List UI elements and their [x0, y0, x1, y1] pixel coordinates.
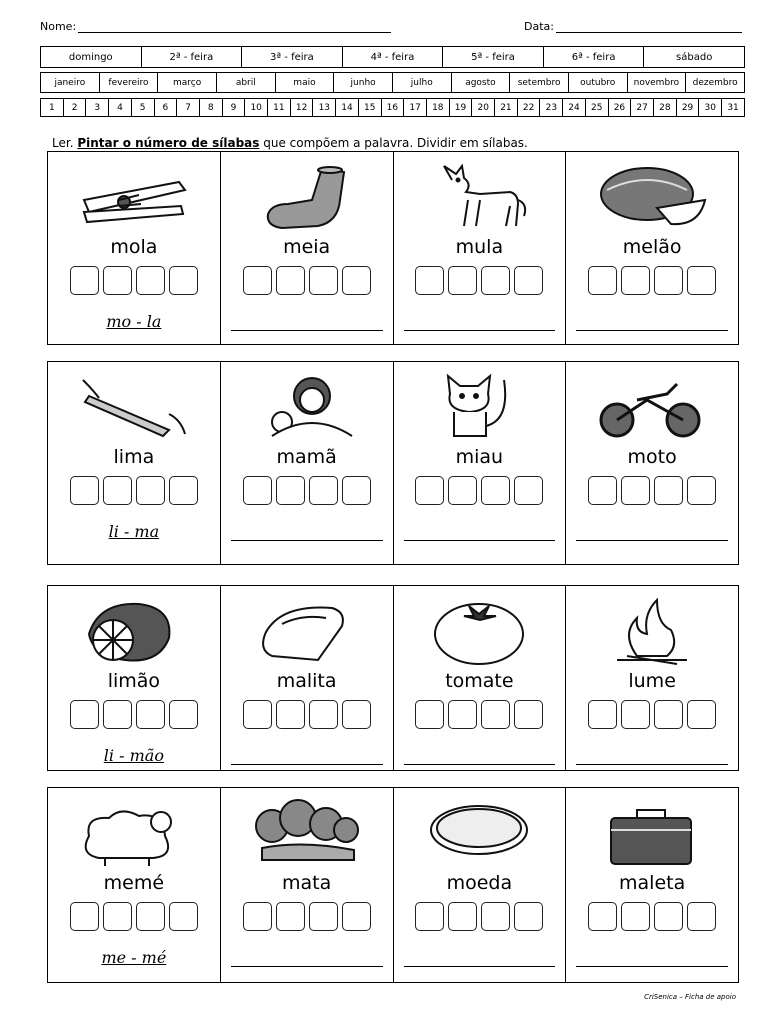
- month-cell: março: [158, 73, 217, 93]
- word-label: mola: [110, 236, 158, 258]
- month-cell: setembro: [510, 73, 569, 93]
- syllable-box[interactable]: [687, 476, 716, 505]
- word-label: lima: [113, 446, 155, 468]
- day-number-cell: 13: [313, 99, 336, 117]
- syllable-box[interactable]: [103, 902, 132, 931]
- word-card: [48, 788, 221, 982]
- month-cell: fevereiro: [99, 73, 158, 93]
- word-label: lume: [628, 670, 676, 692]
- month-cell: julho: [392, 73, 451, 93]
- syllable-boxes: [48, 266, 220, 295]
- word-label: limão: [107, 670, 161, 692]
- syllable-boxes: [394, 266, 566, 295]
- syllable-box[interactable]: [621, 476, 650, 505]
- word-card: [48, 586, 221, 770]
- syllable-box[interactable]: [448, 902, 477, 931]
- word-card: [566, 586, 738, 770]
- word-card: [221, 586, 394, 770]
- day-number-cell: 10: [245, 99, 268, 117]
- month-cell: outubro: [568, 73, 627, 93]
- syllable-box[interactable]: [309, 266, 338, 295]
- day-number-cell: 23: [540, 99, 563, 117]
- mule-icon: [394, 160, 566, 232]
- word-card: [48, 152, 221, 344]
- day-number-cell: 16: [381, 99, 404, 117]
- sock-icon: [221, 160, 393, 232]
- coin-icon: [394, 796, 566, 868]
- footer-credit: CriSenica – Ficha de apoio: [644, 993, 736, 1001]
- syllable-answer-line[interactable]: [231, 966, 383, 967]
- syllable-box[interactable]: [415, 266, 444, 295]
- syllable-box[interactable]: [514, 902, 543, 931]
- word-label: meia: [283, 236, 331, 258]
- syllable-boxes: [394, 700, 566, 729]
- handbag-icon: [221, 594, 393, 666]
- syllable-answer-line[interactable]: [404, 966, 556, 967]
- syllable-answer-line[interactable]: [404, 540, 556, 541]
- syllable-box[interactable]: [342, 700, 371, 729]
- day-number-cell: 25: [585, 99, 608, 117]
- word-card: [566, 362, 738, 564]
- day-number-cell: 17: [404, 99, 427, 117]
- clothespin-icon: [48, 160, 220, 232]
- word-label: miau: [455, 446, 504, 468]
- syllable-box[interactable]: [243, 266, 272, 295]
- syllable-box[interactable]: [514, 476, 543, 505]
- syllable-box[interactable]: [276, 476, 305, 505]
- word-label: maleta: [619, 872, 686, 894]
- syllable-box[interactable]: [243, 476, 272, 505]
- word-card: [394, 152, 567, 344]
- exercise-row: [47, 361, 739, 565]
- syllable-box[interactable]: [588, 476, 617, 505]
- cat-icon: [394, 370, 566, 442]
- month-cell: dezembro: [686, 73, 745, 93]
- syllable-boxes: [48, 476, 220, 505]
- syllable-box[interactable]: [70, 266, 99, 295]
- syllable-box[interactable]: [243, 700, 272, 729]
- word-card: [221, 788, 394, 982]
- syllable-box[interactable]: [276, 266, 305, 295]
- syllable-answer-line[interactable]: [576, 966, 728, 967]
- date-label: Data:: [524, 20, 554, 33]
- syllable-box[interactable]: [448, 700, 477, 729]
- month-cell: abril: [216, 73, 275, 93]
- day-number-cell: 31: [722, 99, 745, 117]
- day-number-cell: 19: [449, 99, 472, 117]
- syllable-answer-line[interactable]: [576, 540, 728, 541]
- day-number-cell: 20: [472, 99, 495, 117]
- syllable-box[interactable]: [309, 476, 338, 505]
- lemon-icon: [48, 594, 220, 666]
- day-number-cell: 27: [631, 99, 654, 117]
- date-line[interactable]: [556, 21, 742, 33]
- day-number-cell: 28: [653, 99, 676, 117]
- day-number-cell: 1: [41, 99, 64, 117]
- syllable-box[interactable]: [415, 476, 444, 505]
- syllable-box[interactable]: [687, 700, 716, 729]
- syllable-box[interactable]: [621, 266, 650, 295]
- word-card: [394, 788, 567, 982]
- syllable-answer-line[interactable]: [231, 540, 383, 541]
- syllable-answer-line[interactable]: [404, 330, 556, 331]
- word-card: [566, 152, 738, 344]
- fire-icon: [566, 594, 738, 666]
- syllable-boxes: [48, 700, 220, 729]
- syllable-box[interactable]: [654, 476, 683, 505]
- day-number-cell: 22: [517, 99, 540, 117]
- syllable-box[interactable]: [588, 902, 617, 931]
- syllable-box[interactable]: [621, 700, 650, 729]
- weekday-table: [40, 46, 745, 68]
- instruction-suffix: que compõem a palavra. Dividir em sílabas.: [259, 136, 528, 150]
- syllable-boxes: [394, 902, 566, 931]
- syllable-box[interactable]: [103, 476, 132, 505]
- syllable-box[interactable]: [342, 902, 371, 931]
- syllable-boxes: [221, 476, 393, 505]
- motorcycle-icon: [566, 370, 738, 442]
- weekday-cell: 3ª - feira: [242, 47, 343, 68]
- day-number-cell: 12: [290, 99, 313, 117]
- month-cell: novembro: [627, 73, 686, 93]
- instruction-emphasis: Pintar o número de sílabas: [77, 136, 260, 150]
- date-field[interactable]: [524, 20, 742, 33]
- weekday-cell: sábado: [644, 47, 745, 68]
- month-cell: maio: [275, 73, 334, 93]
- exercise-row: [47, 787, 739, 983]
- syllable-box[interactable]: [654, 266, 683, 295]
- weekday-cell: 2ª - feira: [141, 47, 242, 68]
- syllable-box[interactable]: [588, 700, 617, 729]
- syllable-box[interactable]: [136, 700, 165, 729]
- melon-icon: [566, 160, 738, 232]
- exercise-row: [47, 151, 739, 345]
- syllable-text: mo - la: [106, 312, 162, 331]
- syllable-boxes: [566, 266, 738, 295]
- syllable-example: [48, 746, 220, 765]
- syllable-example: [48, 312, 220, 331]
- month-cell: junho: [334, 73, 393, 93]
- syllable-box[interactable]: [654, 700, 683, 729]
- syllable-box[interactable]: [481, 266, 510, 295]
- word-label: mamã: [276, 446, 337, 468]
- day-number-cell: 29: [676, 99, 699, 117]
- word-label: memé: [103, 872, 165, 894]
- instruction: [52, 136, 528, 150]
- name-line[interactable]: [78, 21, 391, 33]
- day-number-cell: 26: [608, 99, 631, 117]
- word-label: melão: [622, 236, 682, 258]
- briefcase-icon: [566, 796, 738, 868]
- syllable-box[interactable]: [103, 700, 132, 729]
- syllable-answer-line[interactable]: [576, 764, 728, 765]
- syllable-box[interactable]: [448, 476, 477, 505]
- word-card: [221, 362, 394, 564]
- syllable-box[interactable]: [169, 700, 198, 729]
- day-number-cell: 9: [222, 99, 245, 117]
- month-cell: agosto: [451, 73, 510, 93]
- day-number-cell: 21: [495, 99, 518, 117]
- syllable-box[interactable]: [481, 476, 510, 505]
- syllable-box[interactable]: [342, 476, 371, 505]
- syllable-box[interactable]: [136, 902, 165, 931]
- syllable-box[interactable]: [481, 700, 510, 729]
- day-number-cell: 8: [199, 99, 222, 117]
- day-number-cell: 3: [86, 99, 109, 117]
- name-label: Nome:: [40, 20, 77, 33]
- day-number-cell: 4: [109, 99, 132, 117]
- syllable-box[interactable]: [481, 902, 510, 931]
- name-field[interactable]: [40, 20, 391, 33]
- day-number-cell: 30: [699, 99, 722, 117]
- syllable-answer-line[interactable]: [576, 330, 728, 331]
- syllable-boxes: [221, 266, 393, 295]
- syllable-box[interactable]: [103, 266, 132, 295]
- syllable-boxes: [221, 902, 393, 931]
- word-label: malita: [276, 670, 337, 692]
- word-card: [394, 362, 567, 564]
- syllable-box[interactable]: [514, 700, 543, 729]
- syllable-example: [48, 522, 220, 541]
- syllable-box[interactable]: [169, 476, 198, 505]
- word-label: moeda: [446, 872, 513, 894]
- syllable-box[interactable]: [70, 902, 99, 931]
- day-number-cell: 18: [426, 99, 449, 117]
- syllable-text: li - mão: [103, 746, 164, 765]
- syllable-box[interactable]: [588, 266, 617, 295]
- syllable-text: li - ma: [108, 522, 160, 541]
- weekday-cell: domingo: [41, 47, 142, 68]
- syllable-answer-line[interactable]: [404, 764, 556, 765]
- syllable-box[interactable]: [309, 902, 338, 931]
- word-label: mula: [455, 236, 504, 258]
- sheep-icon: [48, 796, 220, 868]
- syllable-box[interactable]: [654, 902, 683, 931]
- month-cell: janeiro: [41, 73, 100, 93]
- nail-file-icon: [48, 370, 220, 442]
- syllable-box[interactable]: [415, 700, 444, 729]
- day-number-cell: 15: [358, 99, 381, 117]
- syllable-boxes: [566, 700, 738, 729]
- weekday-cell: 5ª - feira: [443, 47, 544, 68]
- word-card: [394, 586, 567, 770]
- syllable-box[interactable]: [70, 476, 99, 505]
- word-card: [221, 152, 394, 344]
- weekday-cell: 4ª - feira: [342, 47, 443, 68]
- word-label: moto: [627, 446, 677, 468]
- syllable-answer-line[interactable]: [231, 330, 383, 331]
- day-number-cell: 11: [268, 99, 291, 117]
- syllable-box[interactable]: [309, 700, 338, 729]
- day-number-cell: 24: [563, 99, 586, 117]
- syllable-box[interactable]: [687, 902, 716, 931]
- syllable-box[interactable]: [169, 266, 198, 295]
- syllable-box[interactable]: [70, 700, 99, 729]
- day-number-cell: 14: [336, 99, 359, 117]
- tomato-icon: [394, 594, 566, 666]
- syllable-box[interactable]: [415, 902, 444, 931]
- mother-baby-icon: [221, 370, 393, 442]
- syllable-box[interactable]: [136, 266, 165, 295]
- forest-icon: [221, 796, 393, 868]
- syllable-box[interactable]: [276, 700, 305, 729]
- syllable-box[interactable]: [136, 476, 165, 505]
- syllable-box[interactable]: [169, 902, 198, 931]
- syllable-boxes: [221, 700, 393, 729]
- day-number-table: [40, 98, 745, 117]
- exercise-row: [47, 585, 739, 771]
- syllable-box[interactable]: [687, 266, 716, 295]
- syllable-text: me - mé: [101, 948, 167, 967]
- word-card: [566, 788, 738, 982]
- syllable-boxes: [566, 476, 738, 505]
- day-number-cell: 6: [154, 99, 177, 117]
- syllable-box[interactable]: [243, 902, 272, 931]
- word-card: [48, 362, 221, 564]
- word-label: tomate: [445, 670, 514, 692]
- syllable-boxes: [566, 902, 738, 931]
- instruction-prefix: Ler.: [52, 136, 78, 150]
- month-table: [40, 72, 745, 93]
- syllable-box[interactable]: [514, 266, 543, 295]
- syllable-box[interactable]: [342, 266, 371, 295]
- syllable-box[interactable]: [448, 266, 477, 295]
- day-number-cell: 7: [177, 99, 200, 117]
- word-label: mata: [282, 872, 332, 894]
- day-number-cell: 2: [63, 99, 86, 117]
- syllable-box[interactable]: [621, 902, 650, 931]
- syllable-boxes: [48, 902, 220, 931]
- syllable-boxes: [394, 476, 566, 505]
- syllable-answer-line[interactable]: [231, 764, 383, 765]
- syllable-example: [48, 948, 220, 967]
- day-number-cell: 5: [131, 99, 154, 117]
- syllable-box[interactable]: [276, 902, 305, 931]
- weekday-cell: 6ª - feira: [543, 47, 644, 68]
